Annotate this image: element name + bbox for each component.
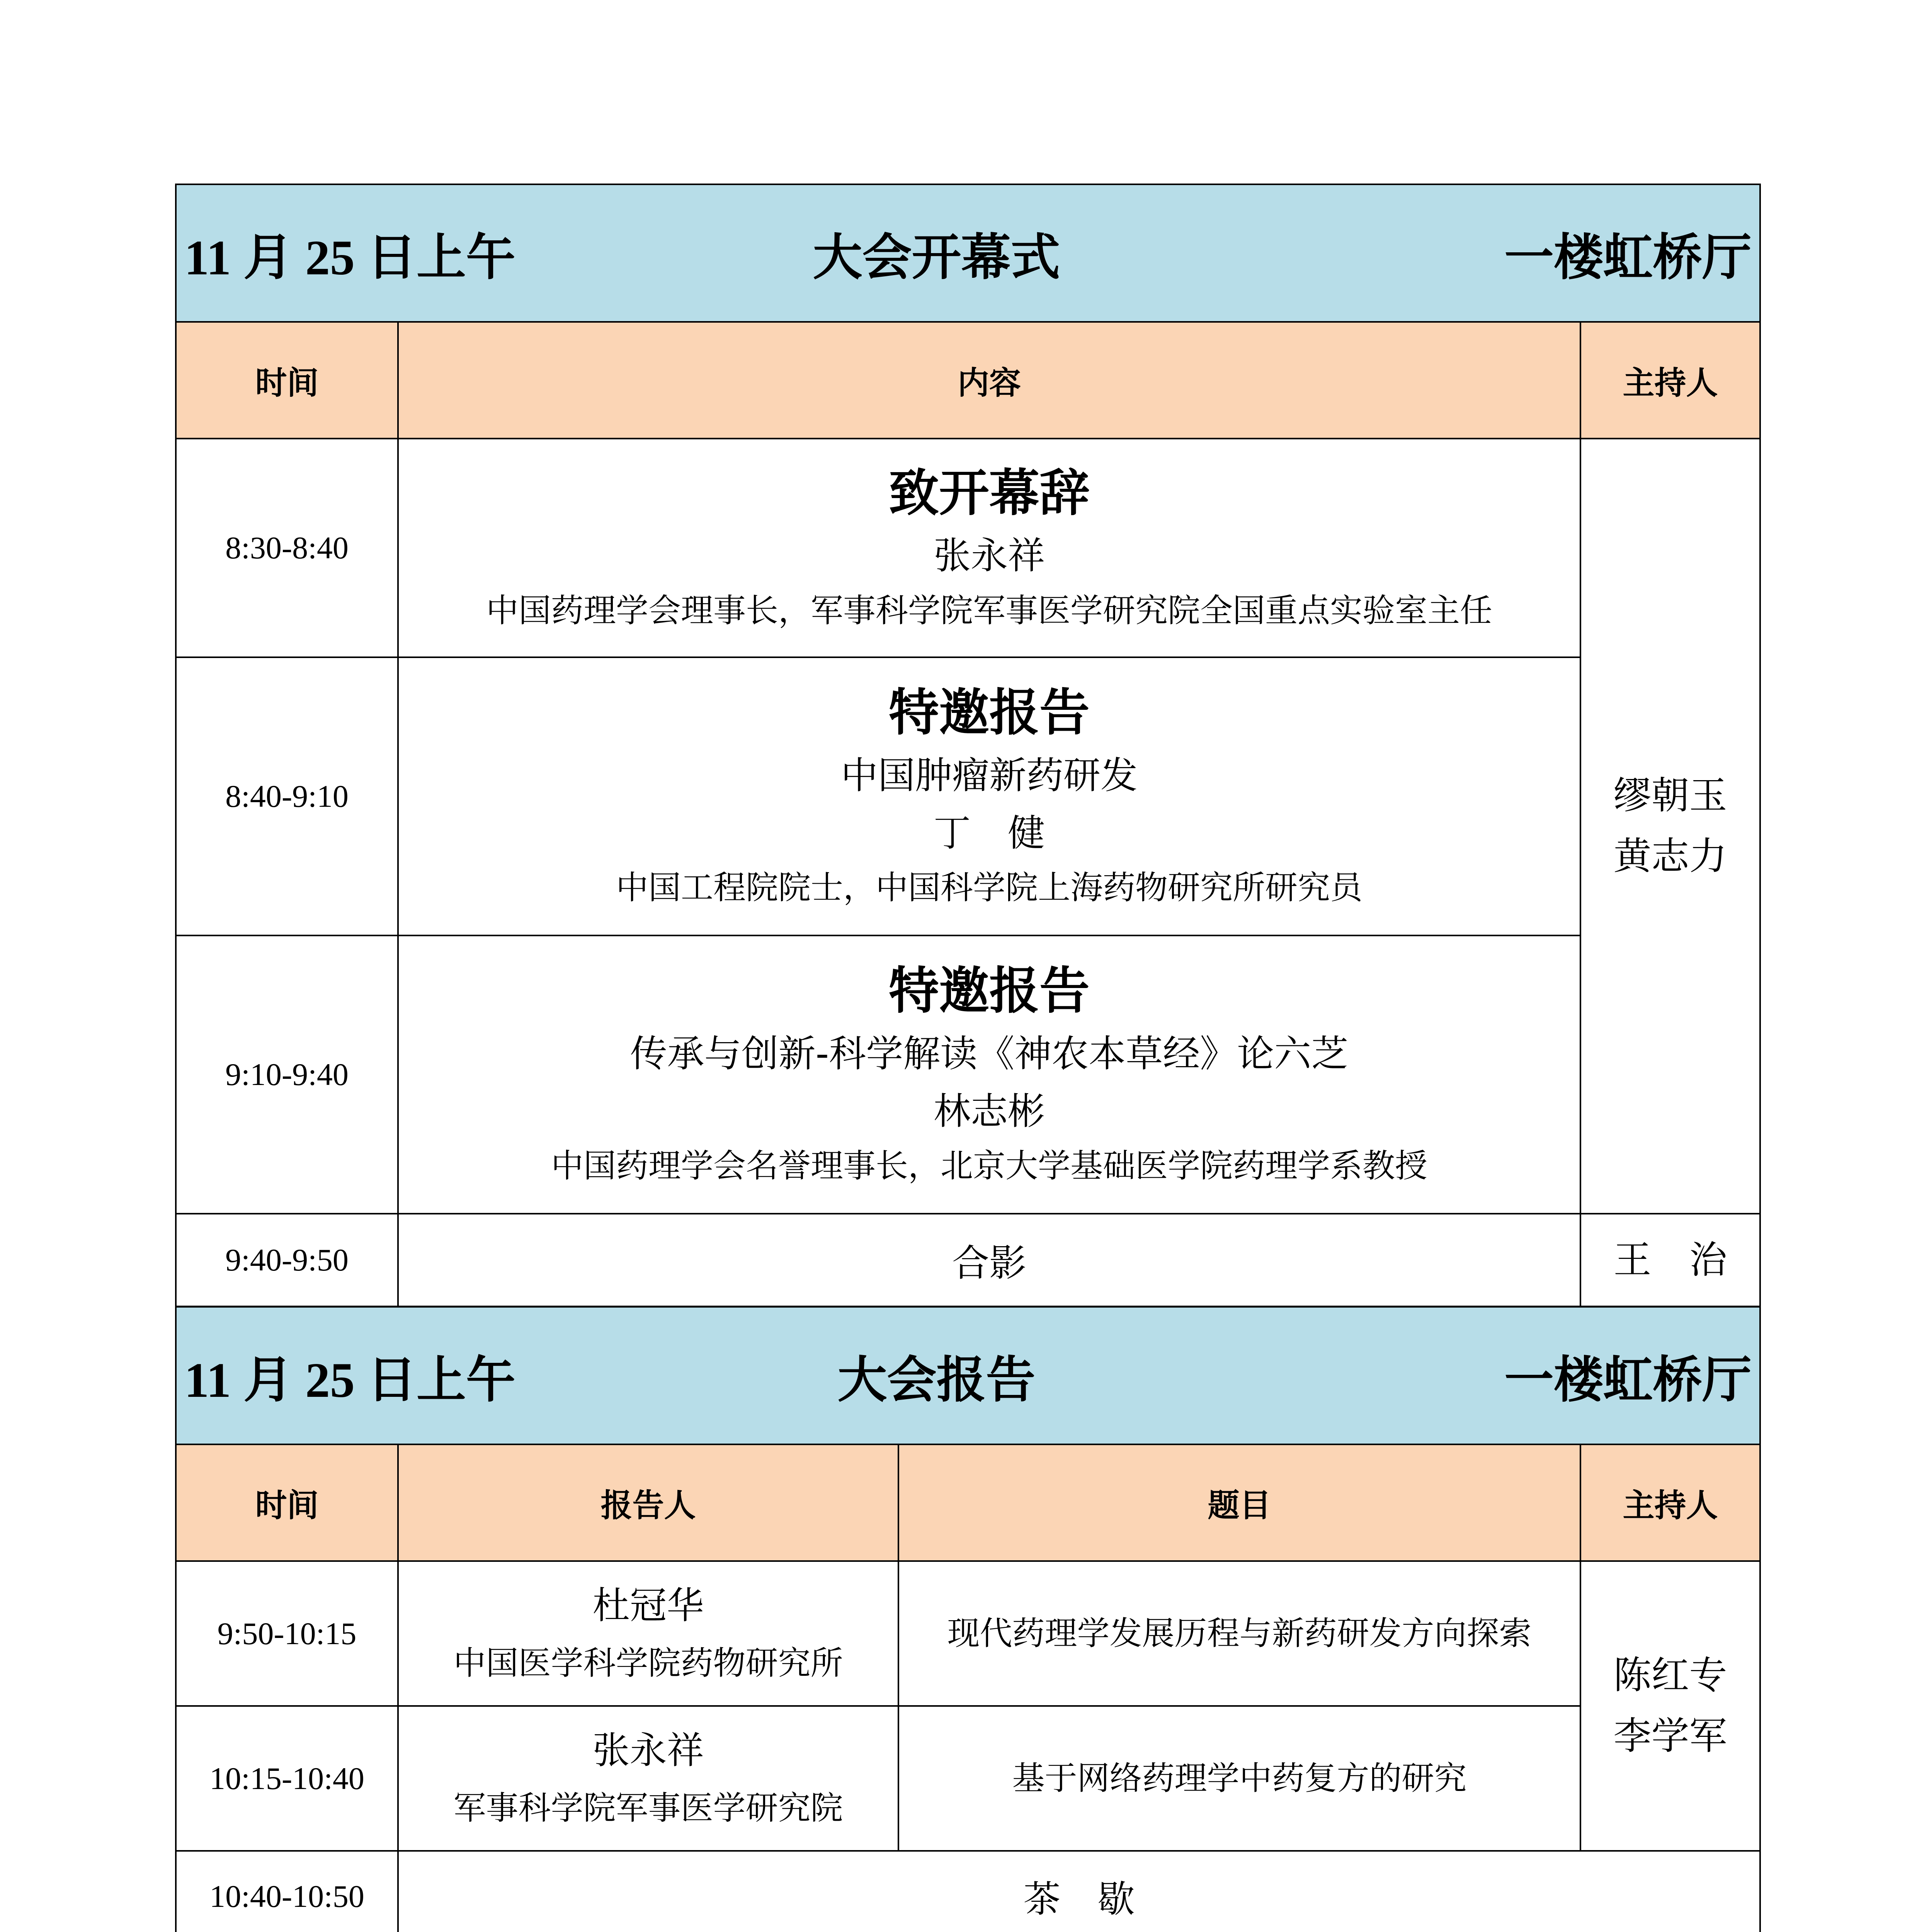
table-header-row (176, 1444, 1760, 1561)
speaker-institution: 军事科学院军事医学研究院 (453, 1789, 843, 1827)
session-date: 11 月 25 日上午 (184, 230, 515, 285)
speaker-institution: 中国医学科学院药物研究所 (453, 1644, 843, 1682)
table-row (176, 439, 1760, 657)
header-time: 时间 (176, 322, 398, 439)
speaker-name: 杜冠华 (592, 1584, 704, 1628)
session-banner (176, 1307, 1760, 1444)
speaker-affiliation: 中国药理学会名誉理事长，北京大学基础医学院药理学系教授 (551, 1147, 1427, 1185)
time-cell: 10:15-10:40 (176, 1706, 398, 1851)
content-cell (398, 657, 1580, 935)
report-topic: 中国肿瘤新药研发 (841, 753, 1138, 797)
speaker-name: 张永祥 (592, 1729, 704, 1772)
host-cell (1580, 439, 1760, 1214)
time-cell: 10:40-10:50 (176, 1851, 398, 1932)
session-banner (176, 184, 1760, 322)
report-topic: 传承与创新-科学解读《神农本草经》论六芝 (630, 1032, 1349, 1075)
table-header-row (176, 322, 1760, 439)
table-row-break (176, 1851, 1760, 1932)
table-row (176, 657, 1760, 935)
topic-cell: 基于网络药理学中药复方的研究 (898, 1706, 1580, 1851)
break-cell: 茶 歇 (398, 1851, 1760, 1932)
plenary-session-table (175, 1306, 1761, 1932)
time-cell: 8:40-9:10 (176, 657, 398, 935)
session-venue: 一楼虹桥厅 (1504, 1351, 1752, 1409)
host-cell: 王 治 (1580, 1214, 1760, 1306)
table-row (176, 1706, 1760, 1851)
session-title: 大会开幕式 (813, 229, 1060, 286)
header-topic: 题目 (898, 1444, 1580, 1561)
host-cell (1580, 1561, 1760, 1851)
time-cell: 9:50-10:15 (176, 1561, 398, 1706)
table-row (176, 1561, 1760, 1706)
speaker-name: 丁 健 (934, 811, 1045, 855)
content-cell: 合影 (398, 1214, 1580, 1306)
content-cell (398, 439, 1580, 657)
topic-cell: 现代药理学发展历程与新药研发方向探索 (898, 1561, 1580, 1706)
time-cell: 9:10-9:40 (176, 935, 398, 1214)
host-name: 缪朝玉 (1613, 774, 1727, 818)
time-cell: 8:30-8:40 (176, 439, 398, 657)
content-cell (398, 935, 1580, 1214)
table-row (176, 1214, 1760, 1306)
speaker-cell (398, 1561, 898, 1706)
host-name: 陈红专 (1613, 1653, 1727, 1698)
header-host: 主持人 (1580, 1444, 1760, 1561)
item-heading: 特邀报告 (888, 961, 1090, 1020)
session-title: 大会报告 (837, 1351, 1036, 1409)
speaker-name: 林志彬 (934, 1089, 1045, 1133)
host-name: 黄志力 (1613, 834, 1727, 878)
session-date: 11 月 25 日上午 (184, 1353, 515, 1408)
header-time: 时间 (176, 1444, 398, 1561)
speaker-name: 张永祥 (934, 534, 1045, 578)
table-row (176, 935, 1760, 1214)
speaker-affiliation: 中国药理学会理事长，军事科学院军事医学研究院全国重点实验室主任 (486, 591, 1492, 629)
opening-session-table (175, 184, 1761, 1307)
item-heading: 致开幕辞 (888, 463, 1090, 522)
header-speaker: 报告人 (398, 1444, 898, 1561)
speaker-cell (398, 1706, 898, 1851)
session-venue: 一楼虹桥厅 (1504, 229, 1752, 286)
header-host: 主持人 (1580, 322, 1760, 439)
host-name: 李学军 (1613, 1714, 1727, 1758)
speaker-affiliation: 中国工程院院士，中国科学院上海药物研究所研究员 (616, 869, 1362, 907)
time-cell: 9:40-9:50 (176, 1214, 398, 1306)
item-heading: 特邀报告 (888, 683, 1090, 742)
header-content: 内容 (398, 322, 1580, 439)
